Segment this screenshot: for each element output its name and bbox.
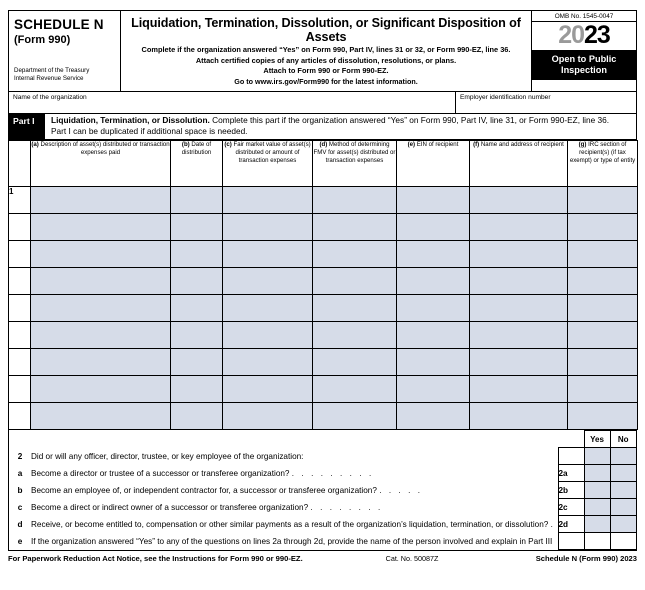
col-row-number: [9, 141, 31, 187]
col-d-header: [313, 141, 397, 187]
row-number-blank: [9, 268, 31, 295]
question-2e-no-box: [610, 533, 636, 550]
question-2b-label: Become an employee of, or independent contractor for, a successor or transferee organization?: [31, 485, 377, 495]
questions-block: [8, 430, 637, 550]
cell-g[interactable]: [568, 349, 638, 376]
question-2d-letter: d: [17, 519, 23, 529]
col-c-header: [223, 141, 313, 187]
question-2e-text: If the organization answered “Yes” to any of the questions on lines 2a through 2d, provide the name of the person involved and explain in Part III: [31, 536, 553, 546]
question-2c-dots: . . . . . . . .: [310, 502, 383, 512]
row-number-blank: [9, 376, 31, 403]
tax-year-suffix: 23: [584, 21, 610, 49]
cell-g[interactable]: [568, 376, 638, 403]
question-2c-yes-box[interactable]: [584, 499, 610, 516]
col-f-header: [470, 141, 568, 187]
cell-b[interactable]: [171, 349, 223, 376]
cell-e[interactable]: [397, 376, 470, 403]
question-2e-row: [9, 533, 636, 550]
cell-g[interactable]: [568, 268, 638, 295]
cell-f[interactable]: [470, 322, 568, 349]
question-2d-no-box[interactable]: [610, 516, 636, 533]
catalog-number: Cat. No. 50087Z: [385, 554, 439, 564]
cell-a[interactable]: [31, 376, 171, 403]
question-2b-dots: . . . . .: [379, 485, 423, 495]
question-2a-label: Become a director or trustee of a successor or transferee organization?: [31, 468, 290, 478]
form-header: [8, 10, 637, 92]
cell-b[interactable]: [171, 376, 223, 403]
schedule-subtitle: (Form 990): [14, 33, 71, 46]
cell-a[interactable]: [31, 187, 171, 214]
cell-f[interactable]: [470, 241, 568, 268]
header-left-block: [9, 11, 121, 91]
col-b-letter: (b): [181, 141, 190, 149]
open-to-public-line-2: Inspection: [561, 65, 607, 76]
cell-e[interactable]: [397, 403, 470, 430]
cell-f[interactable]: [470, 187, 568, 214]
cell-a[interactable]: [31, 349, 171, 376]
cell-e[interactable]: [397, 322, 470, 349]
table-row: [9, 214, 638, 241]
cell-c[interactable]: [223, 376, 313, 403]
spacer-num: [9, 431, 31, 448]
question-2-ref: [558, 448, 584, 465]
cell-a[interactable]: [31, 295, 171, 322]
part-1-tag: Part I: [9, 114, 45, 140]
question-2d-label: Receive, or become entitled to, compensation or other similar payments as a result of the organization’s liquidation, termination, or dissolution?: [31, 519, 549, 529]
question-2b-yes-box[interactable]: [584, 482, 610, 499]
question-2a-ref: 2a: [558, 465, 584, 482]
part-1-title: Liquidation, Termination, or Dissolution.: [51, 114, 210, 125]
questions-yes-no-header-row: [9, 431, 636, 448]
cell-a[interactable]: [31, 214, 171, 241]
cell-g[interactable]: [568, 322, 638, 349]
cell-f[interactable]: [470, 349, 568, 376]
question-2a-yes-box[interactable]: [584, 465, 610, 482]
form-subtitle-4: Go to www.irs.gov/Form990 for the latest information.: [234, 77, 418, 87]
table-row: [9, 322, 638, 349]
part-1-text-line-2: Part I can be duplicated if additional space is needed.: [51, 126, 248, 137]
part-1-text-rest: Complete this part if the organization answered “Yes” on Form 990, Part IV, line 31, or Form 990-EZ, line 36.: [209, 114, 610, 125]
cell-b[interactable]: [171, 268, 223, 295]
cell-a[interactable]: [31, 241, 171, 268]
yes-column-header: Yes: [584, 431, 610, 448]
question-2e-letter: e: [17, 536, 23, 546]
question-2c-text: [31, 499, 558, 516]
row-number-blank: [9, 214, 31, 241]
col-a-text: Description of asset(s) distributed or transaction expenses paid: [40, 141, 170, 157]
row-number-blank: [9, 322, 31, 349]
question-2b-text: [31, 482, 558, 499]
org-identification-row: [8, 92, 637, 114]
form-reference: Schedule N (Form 990) 2023: [535, 554, 637, 564]
col-d-text: Method of determining FMV for asset(s) distributed or transaction expenses: [313, 141, 396, 165]
table-row: [9, 187, 638, 214]
form-subtitle-1: Complete if the organization answered “Yes” on Form 990, Part IV, lines 31 or 32, or Form 990-EZ, line 36.: [141, 44, 511, 54]
table-row: [9, 376, 638, 403]
cell-d[interactable]: [313, 322, 397, 349]
paperwork-notice: For Paperwork Reduction Act Notice, see the Instructions for Form 990 or 990-EZ.: [8, 554, 303, 564]
col-f-letter: (f): [473, 141, 480, 149]
col-c-text: Fair market value of asset(s) distributed or amount of transaction expenses: [233, 141, 311, 165]
cell-f[interactable]: [470, 295, 568, 322]
cell-g[interactable]: [568, 295, 638, 322]
cell-b[interactable]: [171, 187, 223, 214]
question-2e-yes-box: [584, 533, 610, 550]
cell-f[interactable]: [470, 214, 568, 241]
part-1-description: [45, 114, 636, 140]
cell-c[interactable]: [223, 241, 313, 268]
question-2b-row: [9, 482, 636, 499]
cell-f[interactable]: [470, 268, 568, 295]
organization-name-label: Name of the organization: [13, 93, 87, 101]
cell-d[interactable]: [313, 187, 397, 214]
question-2d-yes-box[interactable]: [584, 516, 610, 533]
table-row: [9, 403, 638, 430]
question-2c-ref: 2c: [558, 499, 584, 516]
question-2a-row: [9, 465, 636, 482]
organization-name-field[interactable]: [9, 92, 456, 113]
row-number-1: 1: [9, 187, 31, 214]
table-header-row: [9, 141, 638, 187]
cell-e[interactable]: [397, 268, 470, 295]
cell-c[interactable]: [223, 187, 313, 214]
form-footer: [8, 550, 637, 563]
question-2b-no-box[interactable]: [610, 482, 636, 499]
cell-b[interactable]: [171, 295, 223, 322]
cell-d[interactable]: [313, 241, 397, 268]
question-2c-letter: c: [17, 502, 23, 512]
question-2d-dots: .: [550, 519, 556, 529]
question-2a-letter: a: [17, 468, 23, 478]
question-2-yes-box[interactable]: [584, 448, 610, 465]
questions-table: [9, 430, 636, 550]
question-2d-row: [9, 516, 636, 533]
tax-year: [532, 22, 636, 51]
tax-year-prefix: 20: [558, 21, 584, 49]
question-2c-label: Become a direct or indirect owner of a successor or transferee organization?: [31, 502, 309, 512]
question-2a-no-box[interactable]: [610, 465, 636, 482]
cell-d[interactable]: [313, 214, 397, 241]
part-1-table: [8, 140, 638, 430]
part-1-heading: [8, 114, 637, 141]
cell-d[interactable]: [313, 403, 397, 430]
form-subtitle-2: Attach certified copies of any articles of dissolution, resolutions, or plans.: [195, 55, 457, 65]
cell-a[interactable]: [31, 268, 171, 295]
col-d-letter: (d): [319, 141, 328, 149]
ein-field[interactable]: [456, 92, 636, 113]
row-number-blank: [9, 349, 31, 376]
table-row: [9, 268, 638, 295]
cell-e[interactable]: [397, 187, 470, 214]
cell-e[interactable]: [397, 214, 470, 241]
cell-g[interactable]: [568, 214, 638, 241]
question-2-text: Did or will any officer, director, trustee, or key employee of the organization:: [31, 451, 304, 461]
table-row: [9, 295, 638, 322]
col-f-text: Name and address of recipient: [480, 141, 564, 149]
cell-b[interactable]: [171, 322, 223, 349]
row-number-blank: [9, 403, 31, 430]
cell-a[interactable]: [31, 403, 171, 430]
cell-e[interactable]: [397, 349, 470, 376]
cell-d[interactable]: [313, 268, 397, 295]
cell-g[interactable]: [568, 187, 638, 214]
form-subtitle-3: Attach to Form 990 or Form 990-EZ.: [263, 66, 389, 76]
question-2d-ref: 2d: [558, 516, 584, 533]
header-center-block: [121, 11, 532, 91]
cell-c[interactable]: [223, 214, 313, 241]
question-2e-ref: [558, 533, 584, 550]
row-number-blank: [9, 241, 31, 268]
col-a-header: [31, 141, 171, 187]
col-g-letter: (g): [578, 141, 587, 149]
cell-g[interactable]: [568, 241, 638, 268]
department-line-1: Department of the Treasury: [14, 66, 90, 74]
cell-e[interactable]: [397, 295, 470, 322]
cell-d[interactable]: [313, 295, 397, 322]
col-g-text: IRC section of recipient(s) (if tax exempt) or type of entity: [569, 141, 636, 165]
col-b-header: [171, 141, 223, 187]
question-2a-dots: . . . . . . . . .: [291, 468, 374, 478]
col-a-letter: (a): [31, 141, 39, 149]
cell-e[interactable]: [397, 241, 470, 268]
open-to-public-line-1: Open to Public: [551, 54, 617, 64]
question-2-number: 2: [17, 451, 23, 461]
cell-f[interactable]: [470, 403, 568, 430]
question-2c-row: [9, 499, 636, 516]
cell-c[interactable]: [223, 322, 313, 349]
cell-b[interactable]: [171, 403, 223, 430]
schedule-n-form: [8, 10, 637, 563]
cell-c[interactable]: [223, 295, 313, 322]
col-e-header: [397, 141, 470, 187]
col-b-text: Date of distribution: [181, 141, 212, 157]
question-2-no-box[interactable]: [610, 448, 636, 465]
table-row: [9, 241, 638, 268]
col-c-letter: (c): [224, 141, 232, 149]
ein-label: Employer identification number: [460, 93, 551, 101]
cell-d[interactable]: [313, 349, 397, 376]
question-2a-text: [31, 465, 558, 482]
table-body: [9, 187, 638, 430]
cell-b[interactable]: [171, 241, 223, 268]
cell-d[interactable]: [313, 376, 397, 403]
col-g-header: [568, 141, 638, 187]
department-block: [14, 67, 115, 84]
spacer-text: [31, 431, 558, 448]
cell-c[interactable]: [223, 349, 313, 376]
department-line-2: Internal Revenue Service: [14, 75, 84, 83]
question-2b-ref: 2b: [558, 482, 584, 499]
table-row: [9, 349, 638, 376]
cell-g[interactable]: [568, 403, 638, 430]
form-title: Liquidation, Termination, Dissolution, or Significant Disposition of Assets: [131, 16, 521, 45]
cell-c[interactable]: [223, 403, 313, 430]
question-2c-no-box[interactable]: [610, 499, 636, 516]
cell-c[interactable]: [223, 268, 313, 295]
open-to-public-badge: [532, 51, 636, 80]
row-number-blank: [9, 295, 31, 322]
question-2-intro-row: [9, 448, 636, 465]
no-column-header: No: [610, 431, 636, 448]
cell-a[interactable]: [31, 322, 171, 349]
question-2b-letter: b: [17, 485, 23, 495]
header-right-block: [532, 11, 636, 91]
spacer-ref: [558, 431, 584, 448]
cell-f[interactable]: [470, 376, 568, 403]
question-2d-text: [31, 516, 558, 533]
omb-number: OMB No. 1545-0047: [532, 11, 636, 22]
schedule-title: SCHEDULE N: [14, 17, 104, 32]
cell-b[interactable]: [171, 214, 223, 241]
col-e-letter: (e): [407, 141, 416, 149]
col-e-text: EIN of recipient: [416, 141, 459, 149]
